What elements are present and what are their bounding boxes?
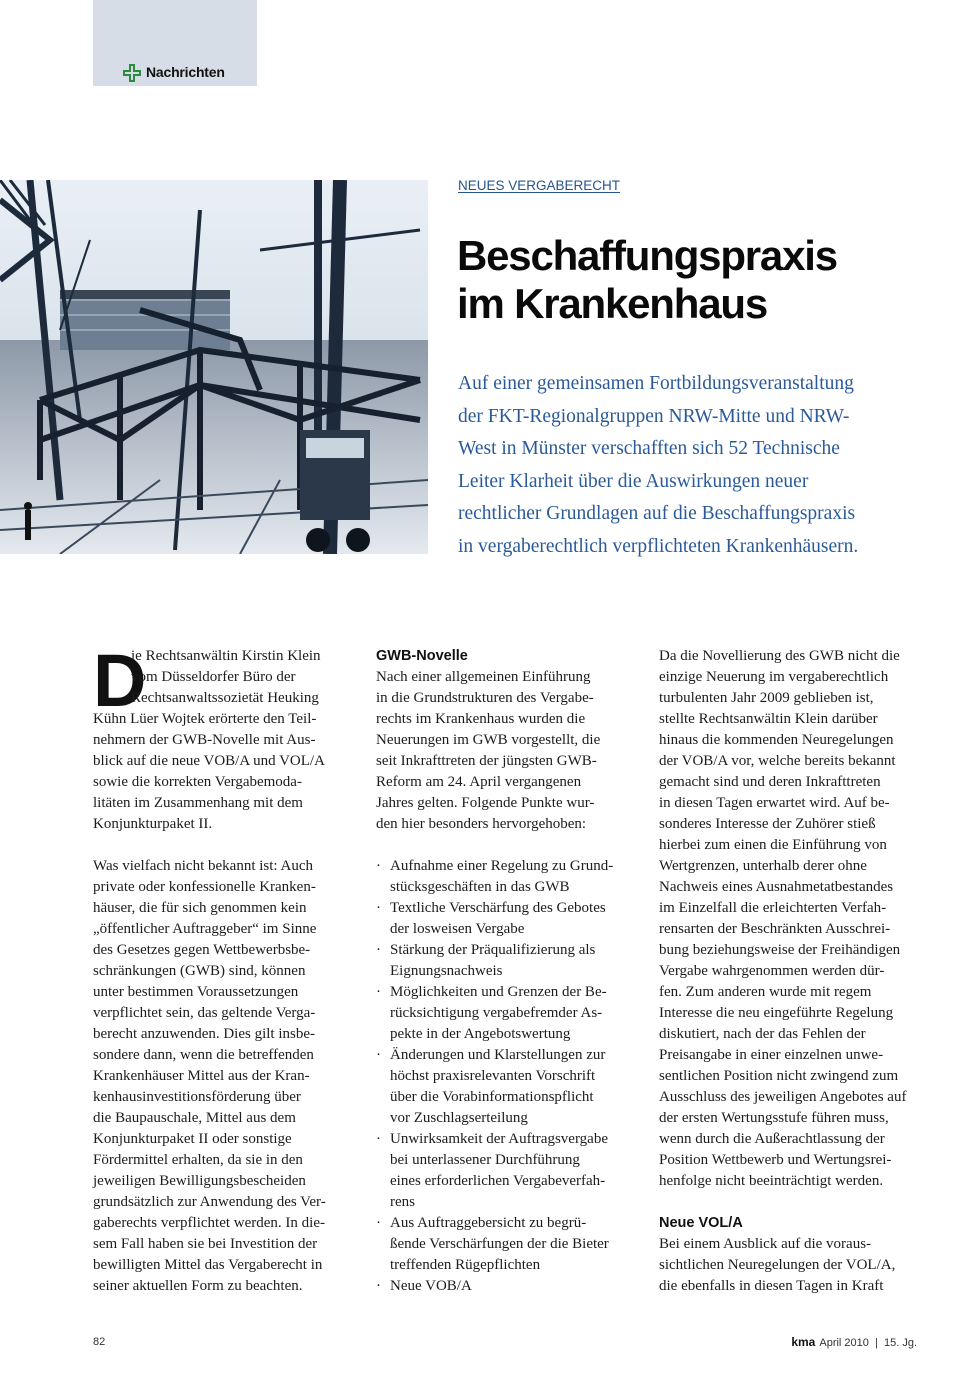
section-heading: GWB-Novelle: [376, 648, 468, 664]
paragraph: [659, 646, 917, 1192]
text-line: der ersten Wertungsstufe führen muss,: [659, 1110, 889, 1126]
bullet-text: ßende Verschärfungen der die Bieter: [390, 1236, 609, 1252]
text-line: sem Fall haben sie bei Investition der: [93, 1236, 318, 1252]
article-kicker: NEUES VERGABERECHT: [458, 178, 621, 193]
bullet-marker: ·: [376, 1215, 381, 1231]
bullet-line: [376, 856, 632, 877]
text-line: Konjunkturpaket II.: [93, 816, 213, 832]
lead-line: Leiter Klarheit über die Auswirkungen neuer: [458, 470, 809, 492]
text-line: sonderes Interesse der Zuhörer stieß: [659, 816, 876, 832]
body-column-3: [659, 646, 917, 1297]
text-line: Konjunkturpaket II oder sonstige: [93, 1131, 292, 1147]
drop-cap: D: [93, 639, 147, 722]
bullet-line: [376, 1150, 632, 1171]
text-line: fen. Zum anderen wurde mit regem: [659, 984, 872, 1000]
article-lead: [458, 368, 928, 563]
title-line: im Krankenhaus: [457, 280, 767, 327]
lead-line: West in Münster verschafften sich 52 Technische: [458, 438, 840, 459]
text-line: Jahres gelten. Folgende Punkte wur-: [376, 795, 595, 811]
bullet-text: Stärkung der Präqualifizierung als: [390, 942, 596, 958]
text-line: henfolge nicht beeinträchtigt werden.: [659, 1173, 884, 1189]
text-line: Da die Novellierung des GWB nicht die: [659, 648, 900, 664]
text-line: der VOB/A vor, welche bereits bekannt: [659, 753, 896, 769]
bullet-marker: ·: [376, 942, 381, 958]
bullet-marker: ·: [376, 858, 381, 874]
text-line: verpflichtet sein, das geltende Verga-: [93, 1005, 316, 1021]
bullet-list: [376, 856, 632, 1297]
text-line: im Einzelfall die erleichterten Verfah-: [659, 900, 887, 916]
text-line: Preisangabe in einer einzelnen unwe-: [659, 1047, 884, 1063]
text-line: den hier besonders hervorgehoben:: [376, 816, 587, 832]
text-line: rensarten der Beschränkten Ausschrei-: [659, 921, 891, 937]
bullet-line: [376, 1045, 632, 1066]
text-line: turbulenten Jahr 2009 geblieben ist,: [659, 690, 874, 706]
bullet-line: [376, 1108, 632, 1129]
page-number: 82: [93, 1336, 106, 1348]
text-line: schränkungen (GWB) sind, können: [93, 963, 306, 979]
text-line: Krankenhäuser Mittel aus der Kran-: [93, 1068, 310, 1084]
bullet-marker: ·: [376, 984, 381, 1000]
text-line: sowie die korrekten Vergabemoda-: [93, 774, 302, 790]
bullet-line: [376, 898, 632, 919]
lead-line: der FKT-Regionalgruppen NRW-Mitte und NRW-: [458, 405, 850, 427]
text-line: hierbei zum einen die Einführung von: [659, 837, 887, 853]
text-line: Nachweis eines Ausnahmetatbestandes: [659, 879, 894, 895]
bullet-line: [376, 1003, 632, 1024]
text-line: gemacht sind und deren Inkrafttreten: [659, 774, 881, 790]
section-label: Nachrichten: [146, 64, 225, 80]
bullet-line: [376, 919, 632, 940]
bullet-text: rücksichtigung vergabefremder As-: [390, 1005, 603, 1021]
bullet-line: [376, 1255, 632, 1276]
text-line: nehmern der GWB-Novelle mit Aus-: [93, 732, 316, 748]
text-line: Fördermittel erhalten, da sie in den: [93, 1152, 303, 1168]
text-line: kenhausinvestitionsförderung über: [93, 1089, 301, 1105]
bullet-line: [376, 1276, 632, 1297]
bullet-marker: ·: [376, 1047, 381, 1063]
text-line: wenn durch die Außerachtlassung der: [659, 1131, 885, 1147]
bullet-line: [376, 961, 632, 982]
text-line: Vergabe wahrgenommen werden dür-: [659, 963, 885, 979]
text-line: diskutiert, nach der das Fehlen der: [659, 1026, 866, 1042]
text-line: bung beziehungsweise der Freihändigen: [659, 942, 901, 958]
text-line: Rechtsanwaltssozietät Heuking: [131, 690, 319, 706]
text-line: vom Düsseldorfer Büro der: [131, 669, 296, 685]
bullet-text: Aufnahme einer Regelung zu Grund-: [390, 858, 614, 874]
bullet-text: Textliche Verschärfung des Gebotes: [390, 900, 606, 916]
text-line: die Baupauschale, Mittel aus dem: [93, 1110, 296, 1126]
bullet-text: Änderungen und Klarstellungen zur: [390, 1047, 606, 1063]
text-line: berecht anzuwenden. Dies gilt insbe-: [93, 1026, 316, 1042]
bullet-text: vor Zuschlagserteilung: [390, 1110, 528, 1126]
body-column-1: [93, 639, 349, 1297]
text-line: Bei einem Ausblick auf die voraus-: [659, 1236, 872, 1252]
issue-date: April 2010 | 15. Jg.: [819, 1337, 917, 1349]
text-line: Wertgrenzen, unterhalb derer ohne: [659, 858, 867, 874]
text-line: Ausschluss des jeweiligen Angebotes auf: [659, 1089, 907, 1105]
issue-info: [791, 1335, 917, 1349]
text-line: Interesse die neu eingeführte Regelung: [659, 1005, 894, 1021]
text-line: hinaus die kommenden Neuregelungen: [659, 732, 894, 748]
bullet-text: eines erforderlichen Vergabeverfah-: [390, 1173, 606, 1189]
text-line: Position Wettbewerb und Wertungsrei-: [659, 1152, 892, 1168]
bullet-line: [376, 877, 632, 898]
bullet-line: [376, 982, 632, 1003]
bullet-marker: ·: [376, 1131, 381, 1147]
text-line: litäten im Zusammenhang mit dem: [93, 795, 303, 811]
bullet-text: treffenden Rügepflichten: [390, 1257, 541, 1273]
bullet-line: [376, 1066, 632, 1087]
text-line: Kühn Lüer Wojtek erörterte den Teil-: [93, 711, 317, 727]
text-line: häuser, die für sich genommen kein: [93, 900, 307, 916]
paragraph: [659, 1234, 917, 1297]
lead-line: Auf einer gemeinsamen Fortbildungsveranstaltung: [458, 373, 854, 394]
bullet-line: [376, 940, 632, 961]
bullet-marker: ·: [376, 900, 381, 916]
text-line: gaberechts verpflichtet werden. In die-: [93, 1215, 325, 1231]
bullet-line: [376, 1087, 632, 1108]
title-line: Beschaffungspraxis: [457, 232, 837, 279]
bullet-text: rens: [390, 1194, 415, 1210]
article-title: [457, 232, 837, 328]
bullet-text: über die Vorabinformationspflicht: [390, 1089, 594, 1105]
bullet-text: höchst praxisrelevanten Vorschrift: [390, 1068, 596, 1084]
text-line: „öffentlicher Auftraggeber“ im Sinne: [93, 921, 317, 937]
brand-name: kma: [791, 1335, 816, 1349]
text-line: Was vielfach nicht bekannt ist: Auch: [93, 858, 313, 874]
bullet-text: pekte in der Angebotswertung: [390, 1026, 571, 1042]
bullet-text: stücksgeschäften in das GWB: [390, 879, 570, 895]
bullet-text: Unwirksamkeit der Auftragsvergabe: [390, 1131, 608, 1147]
text-line: in diesen Tagen erwartet wird. Auf be-: [659, 795, 890, 811]
bullet-text: Aus Auftraggebersicht zu begrü-: [390, 1215, 587, 1231]
lead-line: in vergaberechtlich verpflichteten Krankenhäusern.: [458, 535, 859, 557]
lead-line: rechtlicher Grundlagen auf die Beschaffungspraxis: [458, 503, 856, 524]
bullet-line: [376, 1129, 632, 1150]
text-line: einzige Neuerung im vergaberechtlich: [659, 669, 889, 685]
body-column-2: [376, 646, 632, 1297]
text-line: seit Inkrafttreten der jüngsten GWB-: [376, 753, 597, 769]
bullet-text: bei unterlassener Durchführung: [390, 1152, 580, 1168]
bullet-text: Eignungsnachweis: [390, 963, 503, 979]
bullet-text: Neue VOB/A: [390, 1278, 472, 1294]
green-cross-icon: [122, 63, 142, 83]
bullet-line: [376, 1192, 632, 1213]
text-line: stellte Rechtsanwältin Klein darüber: [659, 711, 878, 727]
text-line: ie Rechtsanwältin Kirstin Klein: [131, 648, 321, 664]
text-line: Nach einer allgemeinen Einführung: [376, 669, 591, 685]
text-line: sondere dann, wenn die betreffenden: [93, 1047, 314, 1063]
text-line: rechts im Krankenhaus wurden die: [376, 711, 586, 727]
text-line: Reform am 24. April vergangenen: [376, 774, 582, 790]
bullet-line: [376, 1234, 632, 1255]
text-line: sichtlichen Neuregelungen der VOL/A,: [659, 1257, 896, 1273]
text-line: bewilligten Mittel das Vergaberecht in: [93, 1257, 323, 1273]
text-line: grundsätzlich zur Anwendung des Ver-: [93, 1194, 326, 1210]
text-line: blick auf die neue VOB/A und VOL/A: [93, 753, 325, 769]
bullet-line: [376, 1024, 632, 1045]
text-line: in die Grundstrukturen des Vergabe-: [376, 690, 594, 706]
bullet-marker: ·: [376, 1278, 381, 1294]
text-line: des Gesetzes gegen Wettbewerbsbe-: [93, 942, 311, 958]
text-line: unter bestimmen Voraussetzungen: [93, 984, 299, 1000]
construction-site-photo: [0, 180, 428, 554]
bullet-line: [376, 1171, 632, 1192]
text-line: die ebenfalls in diesen Tagen in Kraft: [659, 1278, 884, 1294]
bullet-line: [376, 1213, 632, 1234]
text-line: jeweiligen Bewilligungsbescheiden: [93, 1173, 306, 1189]
section-heading: Neue VOL/A: [659, 1215, 743, 1231]
bullet-text: der losweisen Vergabe: [390, 921, 525, 937]
bullet-text: Möglichkeiten und Grenzen der Be-: [390, 984, 607, 1000]
text-line: Neuerungen im GWB vorgestellt, die: [376, 732, 601, 748]
text-line: seiner aktuellen Form zu beachten.: [93, 1278, 303, 1294]
text-line: sentlichen Position nicht zwingend zum: [659, 1068, 899, 1084]
text-line: private oder konfessionelle Kranken-: [93, 879, 316, 895]
